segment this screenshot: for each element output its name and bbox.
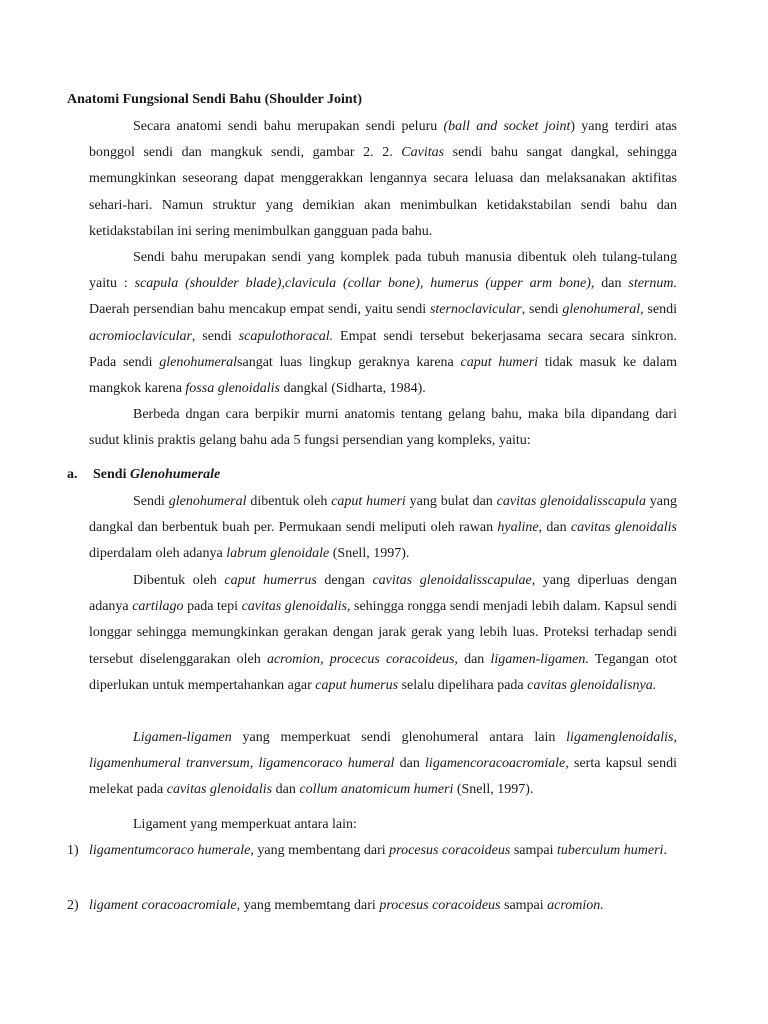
text-run: Secara anatomi sendi bahu merupakan sendi peluru [133, 119, 444, 134]
text-run: (Snell, 1997). [453, 782, 534, 798]
italic-term: cavitas glenoidalisnya. [527, 677, 657, 693]
text-run: dibentuk oleh [246, 494, 332, 509]
italic-term: caput humerus [315, 677, 399, 693]
text-run: diperdalam oleh adanya [89, 546, 227, 562]
section-title: Anatomi Fungsional Sendi Bahu (Shoulder Joint) [67, 92, 362, 107]
text-run: , sehingga rongga sendi menjadi lebih dalam. Kapsul sendi longgar sehingga memungkinkan gerakan dengan jarak gerak yang lebih luas. Proteksi terhadap sendi tersebut diselenggarakan oleh [89, 599, 677, 667]
italic-term: procesus coracoideus [389, 843, 511, 858]
italic-term: cavitas glenoidalis [241, 599, 347, 615]
italic-term: acromioclavicular [89, 328, 192, 344]
italic-term: cavitas glenoidalis [166, 782, 273, 798]
text-run: pada tepi [183, 599, 242, 615]
italic-term: tuberculum humeri [557, 843, 664, 858]
italic-term: sternum. [628, 276, 677, 292]
italic-term: hyaline [497, 520, 539, 536]
italic-term: (ball and socket joint [443, 119, 571, 134]
italic-term: ligamenhumeral tranversum [89, 756, 250, 772]
paragraph-glenohumeral-joint [89, 489, 677, 568]
text-run: (Snell, 1997). [329, 546, 410, 562]
text-run: dan [457, 651, 491, 667]
paragraph-shoulder-bones [89, 245, 677, 402]
italic-term: glenohumeral [168, 494, 247, 509]
italic-term: cartilago [132, 599, 184, 615]
text-run: , yang diperluas dengan adanya [89, 573, 677, 615]
text-run: Empat sendi tersebut bekerjasama secara secara sinkron. Pada sendi [89, 328, 677, 370]
text-run: , yang membemtang dari [236, 898, 380, 913]
text-run: Tegangan otot diperlukan untuk mempertahankan agar [89, 651, 677, 693]
italic-term: ligamen-ligamen. [490, 651, 589, 667]
italic-term: acromion. [547, 898, 604, 913]
italic-term: ligamentumcoraco humerale [89, 843, 251, 858]
italic-term: glenohumeral [562, 302, 641, 318]
paragraph-clinical-view [89, 402, 677, 454]
text-run: dangkal (Sidharta, 1984). [279, 381, 426, 397]
text-run: . [663, 843, 667, 858]
list-text [67, 893, 677, 919]
text-run: tidak masuk ke dalam mangkok karena [89, 354, 678, 397]
list-item [67, 893, 677, 919]
text-run: dan [594, 276, 629, 292]
italic-term: procesus coracoideus [379, 898, 501, 913]
italic-term: acromion, procecus coracoideus, [266, 651, 458, 667]
list-number: 2) [67, 898, 79, 913]
text-run: Berbeda dngan cara berpikir murni anatomis tentang gelang bahu, maka bila dipandang dari sudut klinis praktis gelang bahu ada 5 fungsi persendian yang kompleks, yaitu: [89, 407, 677, 449]
italic-term: caput humeri [331, 494, 406, 509]
italic-term: cavitas glenoidalis [570, 520, 677, 536]
text-run: Ligament yang memperkuat antara lain: [133, 817, 357, 832]
text-run: , dan [538, 520, 571, 536]
text-run: Sendi [133, 494, 169, 509]
text-run: dengan [316, 573, 373, 588]
text-run: sendi bahu sangat dangkal, sehingga memungkinkan seseorang dapat menggerakkan lengannya secara leluasa dan melaksanakan aktifitas sehari-hari. Namun struktur yang demikian akan menimbulkan ketidakstabilan sendi bahu dan ketidakstabilan ini sering menimbulkan gangguan pada bahu. [89, 145, 677, 239]
italic-term: ligamencoraco humeral [258, 756, 395, 772]
text-run: , sendi [191, 328, 239, 344]
text-run: yang bulat dan [405, 494, 497, 509]
italic-term: cavitas glenoidalisscapula [496, 494, 646, 509]
text-run: yang dangkal dan berbentuk buah per. Permukaan sendi meliputi oleh rawan [89, 494, 678, 536]
italic-term: Cavitas [401, 145, 445, 161]
italic-term: sternoclavicular [429, 302, 522, 318]
text-run: Sendi bahu merupakan sendi yang komplek pada tubuh manusia dibentuk oleh tulang-tulang yaitu : [89, 250, 677, 292]
text-run: yang memperkuat sendi glenohumeral antara lain [231, 730, 567, 745]
italic-term: labrum glenoidale [226, 546, 330, 562]
paragraph-joint-cavity [89, 568, 677, 699]
text-run: , sendi [640, 302, 677, 318]
paragraph-ligament-intro [89, 812, 677, 838]
text-run: sangat luas lingkup geraknya karena [237, 354, 461, 370]
text-run: dan [272, 782, 300, 798]
italic-term: caput humeri [460, 354, 539, 370]
italic-term: ligamencoracoacromiale, [425, 756, 569, 772]
list-item [67, 838, 677, 864]
subsection-label-italic: Glenohumerale [129, 467, 221, 482]
italic-term: collum anatomicum humeri [299, 782, 454, 798]
text-run: selalu dipelihara pada [398, 677, 528, 693]
text-run: Dibentuk oleh [133, 573, 225, 588]
subsection-number: a. [67, 467, 78, 482]
list-text [67, 838, 677, 864]
paragraph-anatomy-intro [89, 114, 677, 245]
italic-term: scapula (shoulder blade),clavicula (collar bone), humerus (upper arm bone), [134, 276, 595, 292]
italic-term: Ligamen-ligamen [133, 730, 232, 745]
list-number: 1) [67, 843, 79, 858]
italic-term: cavitas glenoidalisscapulae [372, 573, 532, 588]
text-run: , [673, 730, 677, 745]
italic-term: scapulothoracal. [238, 328, 334, 344]
subsection-label: Sendi [93, 467, 130, 482]
paragraph-ligaments [89, 725, 677, 804]
subsection-heading-a [67, 467, 220, 483]
italic-term: caput humerrus [224, 573, 317, 588]
italic-term: fossa glenoidalis [185, 381, 280, 397]
italic-term: ligamenglenoidalis [566, 730, 674, 745]
text-run: sampai [510, 843, 557, 858]
italic-term: ligament coracoacromiale [89, 898, 237, 913]
italic-term: glenohumeral [159, 354, 238, 370]
text-run: Daerah persendian bahu mencakup empat sendi, yaitu sendi [89, 302, 430, 318]
text-run: , yang membentang dari [250, 843, 390, 858]
text-run: , sendi [521, 302, 563, 318]
text-run: sampai [500, 898, 548, 913]
text-run: , [249, 756, 259, 772]
text-run: serta kapsul sendi melekat pada [89, 756, 677, 798]
text-run: dan [394, 756, 426, 772]
text-run: ) yang terdiri atas bonggol sendi dan mangkuk sendi, gambar 2. 2. [89, 119, 677, 161]
